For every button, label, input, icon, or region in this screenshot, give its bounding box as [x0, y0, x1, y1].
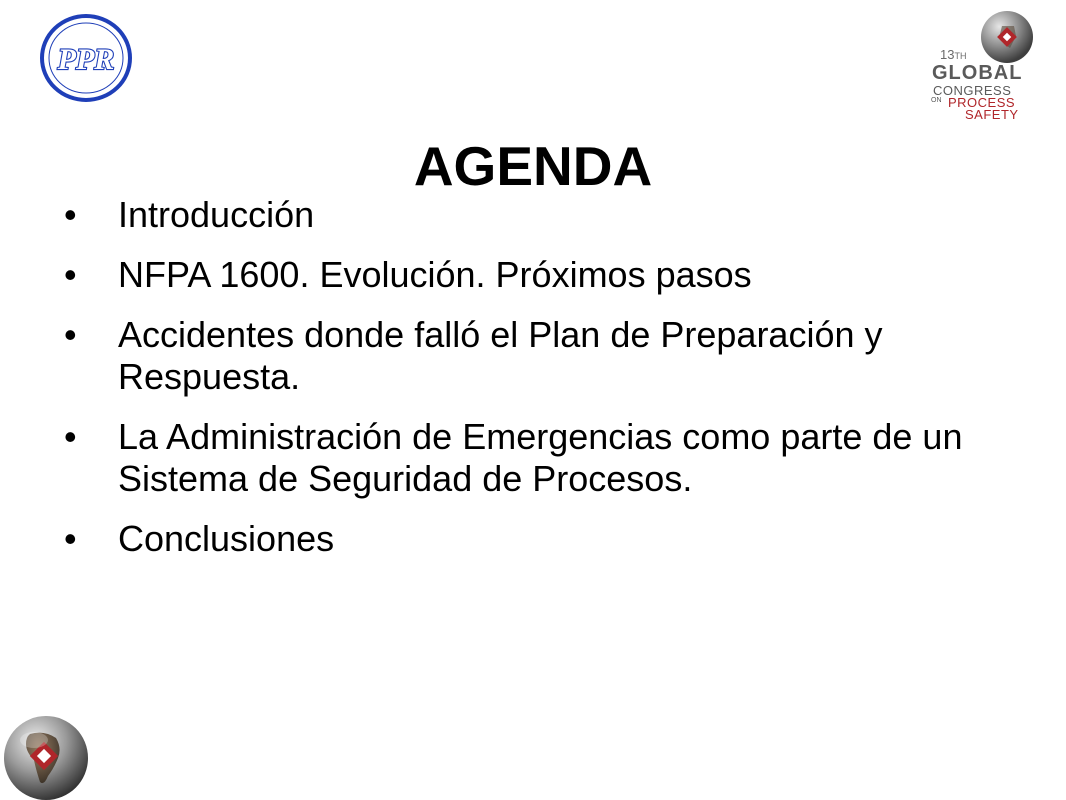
agenda-item-text: La Administración de Emergencias como parte de un Sistema de Seguridad de Procesos. — [118, 416, 963, 499]
agenda-item-text: Conclusiones — [118, 518, 335, 559]
gcps-number-suffix: TH — [954, 51, 967, 61]
gcps-logo — [928, 10, 1044, 120]
agenda-item-accidentes — [60, 314, 1020, 398]
agenda-item-text: Introducción — [118, 194, 315, 235]
gcps-line-safety: SAFETY — [965, 107, 1019, 122]
agenda-item-conclusiones — [60, 518, 1020, 560]
agenda-item-introduccion — [60, 194, 1020, 236]
gcps-number: 13 — [940, 47, 955, 62]
ppr-logo — [38, 12, 134, 104]
agenda-item-text: Accidentes donde falló el Plan de Preparación y Respuesta. — [118, 314, 883, 397]
agenda-item-administracion — [60, 416, 1020, 500]
agenda-item-nfpa — [60, 254, 1020, 296]
gcps-line-congress: CONGRESS — [933, 83, 1012, 98]
slide-title: AGENDA — [413, 135, 653, 197]
bullet: • — [64, 416, 77, 457]
gcps-globe-icon — [980, 10, 1034, 64]
gcps-line-process: PROCESS — [948, 95, 1016, 110]
agenda-item-text: NFPA 1600. Evolución. Próximos pasos — [118, 254, 752, 295]
bullet: • — [64, 518, 77, 559]
bullet: • — [64, 314, 77, 355]
agenda-list — [60, 194, 1020, 578]
gcps-line-global: GLOBAL — [932, 62, 1023, 84]
ppr-logo-text: PPR — [57, 43, 115, 76]
bullet: • — [64, 194, 77, 235]
globe-south-america-icon — [0, 712, 88, 800]
bullet: • — [64, 254, 77, 295]
gcps-line-on: ON — [931, 97, 942, 104]
